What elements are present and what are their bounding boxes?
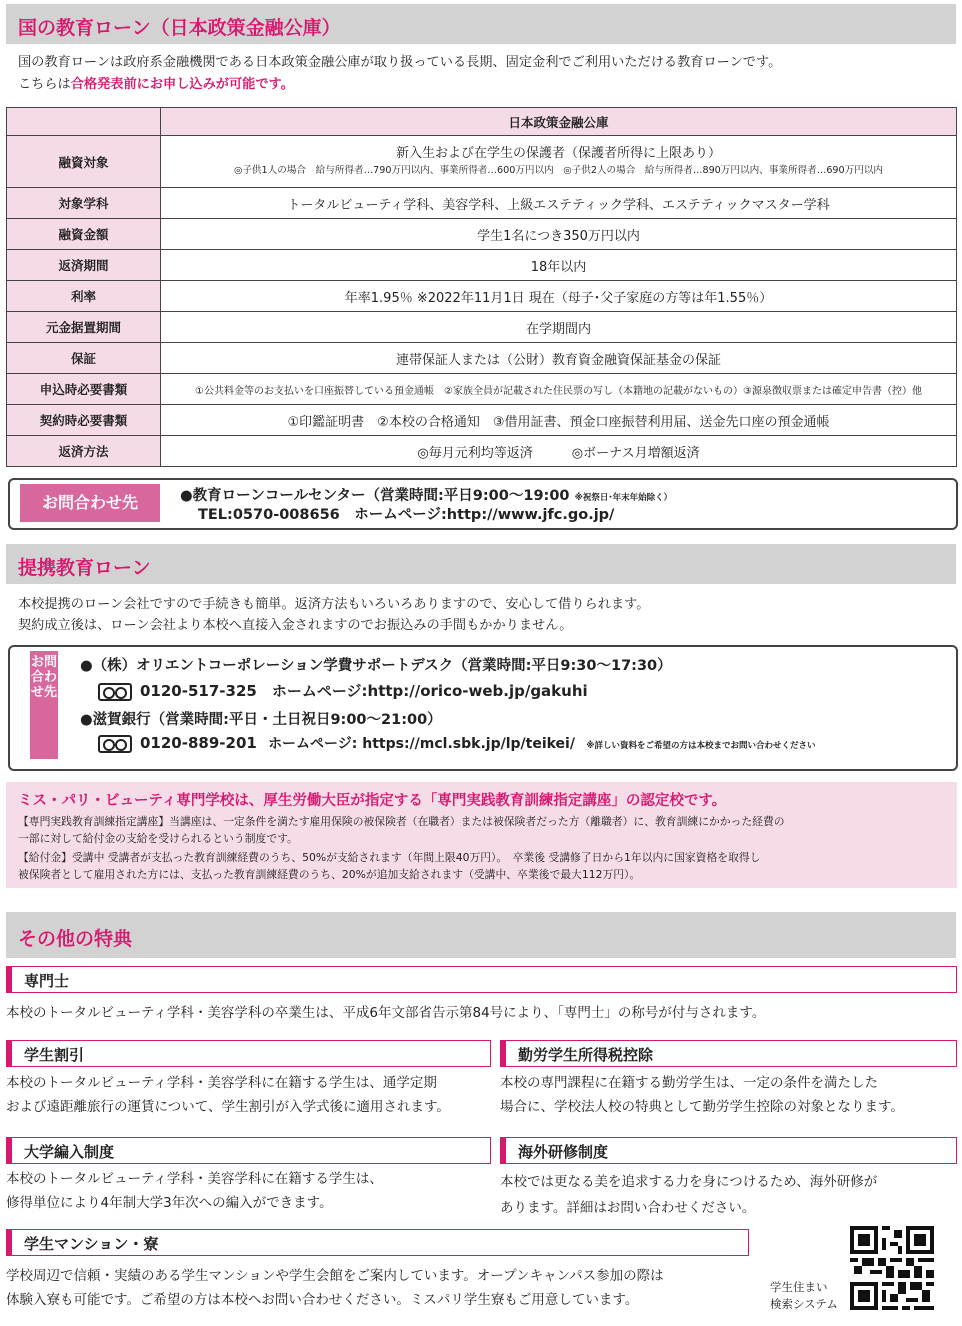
transfer-title: 大学編入制度 [24,1143,115,1161]
training-title: ミス・パリ・ビューティ専門学校は、厚生労働大臣が指定する「専門実践教育訓練指定講座」の認定校です。 [18,793,727,809]
national-contact-line2: TEL:0570-008656 ホームページ:http://www.jfc.go.jp/ [198,507,615,523]
orico-tel [98,680,588,701]
overseas-title: 海外研修制度 [518,1143,609,1161]
discount-head [6,1040,491,1067]
row-label: 保証 [7,343,161,374]
partner-contact-label [30,651,58,759]
shiga-tel [98,733,815,753]
row-value: 年率1.95％ ※2022年11月1日 現在（母子･父子家庭の方等は年1.55％） [161,281,957,312]
table-header-blank [7,108,161,136]
national-contact-line1 [180,484,672,505]
mansion-title: 学生マンション・寮 [24,1235,159,1253]
qr-caption-2: 検索システム [770,1297,838,1311]
mansion-text-2: 体験入寮も可能です。ご希望の方は本校へお問い合わせください。ミスパリ学生寮もご用意しています。 [6,1292,639,1308]
head-bar [6,1040,12,1067]
senmonshi-title: 専門士 [24,972,70,990]
transfer-text-1: 本校のトータルビューティ学科・美容学科に在籍する学生は、 [6,1171,383,1187]
shiga-web: ホームページ: https://mcl.sbk.jp/lp/teikei/ [268,736,575,752]
row-value: ①公共料金等のお支払いを口座振替している預金通帳 ②家族全員が記載された住民票の写し（本籍地の記載がないもの）③源泉徴収票または確定申告書（控）他 [161,374,957,405]
table-header: 日本政策金融公庫 [161,108,957,136]
intro-prefix: こちらは [18,77,71,92]
national-contact-label: お問合わせ先 [20,484,160,522]
mansion-head [6,1229,749,1256]
head-bar [500,1137,506,1164]
partner-loan-intro-1: 本校提携のローン会社ですので手続きも簡単。返済方法もいろいろありますので、安心して借りられます。 [18,597,650,612]
table-row [7,405,957,436]
head-bar [6,1137,12,1164]
row-value: 学生1名につき350万円以内 [161,219,957,250]
training-line-1: 【専門実践教育訓練指定講座】当講座は、一定条件を満たす雇用保険の被保険者（在職者）または被保険者だった方（離職者）に、教育訓練にかかった経費の [18,815,785,828]
tax-head [500,1040,957,1067]
row-label: 融資金額 [7,219,161,250]
row-value-main: 新入生および在学生の保護者（保護者所得に上限あり） [395,145,721,161]
shiga-tel-text: 0120-889-201 [140,734,257,752]
row-label: 返済期間 [7,250,161,281]
freedial-icon [98,735,132,753]
tax-text-2: 場合に、学校法人校の特典として勤労学生控除の対象となります。 [500,1099,904,1115]
national-loan-intro-1: 国の教育ローンは政府系金融機関である日本政策金融公庫が取り扱っている長期、固定金利でご利用いただける教育ローンです。 [18,55,782,70]
tax-text-1: 本校の専門課程に在籍する勤労学生は、一定の条件を満たした [500,1075,878,1091]
contact-line1-main: ●教育ローンコールセンター（営業時間:平日9:00～19:00 [180,488,570,504]
row-value: ①印鑑証明書 ②本校の合格通知 ③借用証書、預金口座振替利用届、送金先口座の預金通帳 [161,405,957,436]
benefits-title: その他の特典 [18,928,133,950]
training-line-4: 被保険者として雇用された方には、支払った教育訓練経費のうち、20%が追加支給されます（受講中、卒業後で最大112万円）。 [18,868,641,881]
table-row [7,343,957,374]
row-label: 申込時必要書類 [7,374,161,405]
row-label: 融資対象 [7,136,161,188]
overseas-text-2: あります。詳細はお問い合わせください。 [500,1200,756,1216]
discount-text-1: 本校のトータルビューティ学科・美容学科に在籍する学生は、通学定期 [6,1075,437,1091]
freedial-icon [98,683,132,701]
row-value [161,136,957,188]
qr-code-icon[interactable] [850,1226,934,1310]
partner-loan-header [6,544,956,584]
loan-table [6,107,957,467]
shiga-name: ●滋賀銀行（営業時間:平日・土日祝日9:00～21:00） [80,712,442,728]
training-line-2: 一部に対して給付金の支給を受けられるという制度です。 [18,832,298,845]
head-bar [6,966,12,993]
row-value: トータルビューティ学科、美容学科、上級エステティック学科、エステティックマスター学科 [161,188,957,219]
training-line-3: 【給付金】受講中 受講者が支払った教育訓練経費のうち、50%が支給されます（年間上限40万円）。 卒業後 受講修了日から1年以内に国家資格を取得し [18,851,761,864]
row-label: 返済方法 [7,436,161,467]
transfer-head [6,1137,491,1164]
row-label: 元金据置期間 [7,312,161,343]
tax-title: 勤労学生所得税控除 [518,1046,654,1064]
qr-caption-1: 学生住まい [770,1280,828,1294]
partner-loan-title: 提携教育ローン [18,557,151,579]
orico-tel-text: 0120-517-325 ホームページ:http://orico-web.jp/gakuhi [140,682,588,700]
table-row [7,281,957,312]
table-row [7,136,957,188]
national-loan-title: 国の教育ローン（日本政策金融公庫） [18,17,341,39]
orico-name: ●（株）オリエントコーポレーション学費サポートデスク（営業時間:平日9:30～17:30） [80,658,672,674]
row-label: 利率 [7,281,161,312]
row-value: 在学期間内 [161,312,957,343]
benefits-header [6,912,956,958]
row-value-note: ◎子供1人の場合 給与所得者…790万円以内、事業所得者…600万円以内 ◎子供2人の場合 給与所得者…890万円以内、事業所得者…690万円以内 [233,164,884,176]
senmonshi-text: 本校のトータルビューティ学科・美容学科の卒業生は、平成6年文部省告示第84号により、「専門士」の称号が付与されます。 [6,1005,766,1021]
table-header-row [7,108,957,136]
overseas-head [500,1137,957,1164]
table-row [7,250,957,281]
row-value: ◎毎月元利均等返済 ◎ボーナス月増額返済 [161,436,957,467]
table-row [7,219,957,250]
row-value: 18年以内 [161,250,957,281]
overseas-text-1: 本校では更なる美を追求する力を身につけるため、海外研修が [500,1174,878,1190]
row-value: 連帯保証人または（公財）教育資金融資保証基金の保証 [161,343,957,374]
row-label: 対象学科 [7,188,161,219]
head-bar [500,1040,506,1067]
transfer-text-2: 修得単位により4年制大学3年次への編入ができます。 [6,1195,333,1211]
intro-highlight: 合格発表前にお申し込みが可能です。 [70,77,294,92]
contact-line1-note: ※祝祭日･年末年始除く） [574,493,673,503]
table-row [7,312,957,343]
table-row [7,436,957,467]
partner-loan-intro-2: 契約成立後は、ローン会社より本校へ直接入金されますのでお振込みの手間もかかりません。 [18,618,573,633]
discount-text-2: および遠距離旅行の運賃について、学生割引が入学式後に適用されます。 [6,1099,450,1115]
senmonshi-head [6,966,957,993]
shiga-note: ※詳しい資料をご希望の方は本校までお問い合わせください [586,741,816,751]
table-row [7,188,957,219]
partner-contact-label-text: お問合わせ先 [30,655,57,700]
national-loan-header [6,4,956,44]
national-loan-intro-2 [18,74,294,95]
mansion-text-1: 学校周辺で信頼・実績のある学生マンションや学生会館をご案内しています。オープンキャンパス参加の際は [6,1268,664,1284]
head-bar [6,1229,12,1256]
discount-title: 学生割引 [24,1046,85,1064]
table-row [7,374,957,405]
row-label: 契約時必要書類 [7,405,161,436]
